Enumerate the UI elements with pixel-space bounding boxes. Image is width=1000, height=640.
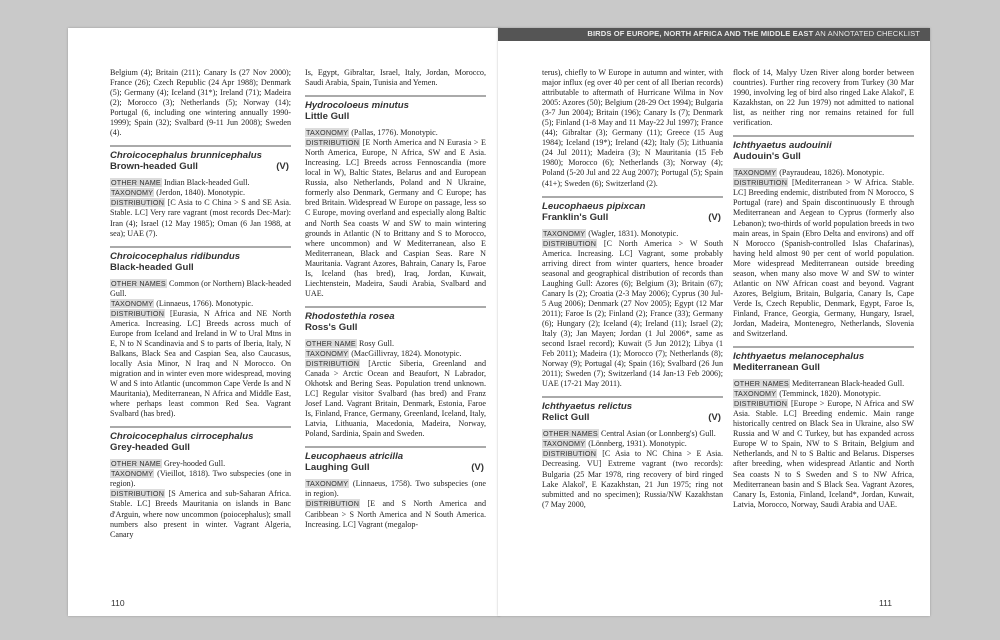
taxonomy bbox=[733, 168, 914, 178]
species-entry bbox=[305, 306, 486, 439]
left-page bbox=[68, 28, 500, 616]
header-title: BIRDS OF EUROPE, NORTH AFRICA AND THE MIDDLE EAST bbox=[587, 29, 814, 38]
taxonomy-text: (Linnaeus, 1758). Two subspecies (one in region). bbox=[305, 479, 486, 499]
other-names bbox=[305, 339, 486, 349]
species-entry bbox=[542, 396, 723, 509]
distribution-label: DISTRIBUTION bbox=[734, 178, 788, 188]
scientific-name: Ichthyaetus melanocephalus bbox=[733, 351, 865, 363]
common-name bbox=[305, 462, 486, 474]
taxonomy bbox=[110, 299, 291, 309]
vagrant-mark: (V) bbox=[276, 161, 289, 173]
taxonomy-label: TAXONOMY bbox=[111, 188, 154, 198]
common-name-text: Black-headed Gull bbox=[110, 261, 194, 273]
taxonomy bbox=[305, 349, 486, 359]
vagrant-mark: (V) bbox=[708, 211, 721, 223]
common-name-text: Laughing Gull bbox=[305, 462, 370, 474]
distribution-text: [C Asia to C China > S and SE Asia. Stable. LC] Very rare vagrant (most records Dec-Mar): Iran (4); Israel (12 May 1985); Oman (6 Jan 1988, at sea); UAE (7). bbox=[110, 198, 291, 238]
common-name bbox=[305, 322, 486, 334]
taxonomy-text: (Wagler, 1831). Monotypic. bbox=[588, 228, 679, 238]
left-column-1 bbox=[110, 68, 291, 540]
taxonomy bbox=[305, 479, 486, 499]
taxonomy-text: (Jerdon, 1840). Monotypic. bbox=[156, 188, 246, 198]
taxonomy-text: (Pallas, 1776). Monotypic. bbox=[351, 128, 438, 138]
scientific-name: Chroicocephalus brunnicephalus bbox=[110, 150, 262, 162]
taxonomy bbox=[542, 229, 723, 239]
taxonomy-text: (Lönnberg, 1931). Monotypic. bbox=[588, 439, 687, 449]
taxonomy-text: (Payraudeau, 1826). Monotypic. bbox=[779, 168, 885, 178]
taxonomy bbox=[110, 469, 291, 489]
distribution-text: [C North America > W South America. Increasing. LC] Vagrant, some probably arriving direct from winter quarters, hence broader seasonal and geographical distribution of records than Laughing Gull: Azores (6); Belgium (3); Britain (67); Canary Is (2); Croatia (2-3 May 2006); Cyprus (30 Jul-5 Aug 2006); Denmark (27 Nov 2005); Egypt (12 Mar 2011); Faroe Is (2); Finland (2); France (33); Germany (6); Hungary (2); Iceland (4); Ireland (11); Israel (2); Italy (3); Jan Mayen; Jordan (1 Jul 2006*, same as second Israel record); Kuwait (5 Jun 2012); Libya (1 Feb 2011); Madeira (1); Morocco (7); Netherlands (8); Norway (9); Portugal (4); Spain (16); Svalbard (26 Jun 2011); Sweden (7); Switzerland (14 Jan-13 Feb 2006); UAE (17-21 May 2011). bbox=[542, 238, 723, 389]
common-name-text: Little Gull bbox=[305, 111, 350, 123]
distribution bbox=[733, 399, 914, 510]
continuation-text: terus), chiefly to W Europe in autumn and winter, with major influx (eg over 40 per cent of all Iberian records) attributable to aftermath of Hurricane Wilma in Nov 2005: Azores (50); Belgium (28-29 Oct 1994); Bulgaria (3-7 Jun 2004); Britain (196); Canary Is (7); Denmark (5); Finland (1-8 May and 11 May-22 Jul 1997); France (44); Gibraltar (3); Germany (11); Greece (15 Aug 1984); Iceland (19*); Ireland (42); Italy (5); Lithuania (24 Jul 2011); Madeira (3); N Mauritania (15 Feb 1980); Morocco (6); Netherlands (3); Norway (4); Poland (5-20 Jul and 22 Aug 2007); Portugal (5); Spain (41+); Sweden (6); Switzerland (2). bbox=[542, 68, 723, 188]
common-name bbox=[305, 111, 486, 123]
distribution bbox=[110, 198, 291, 238]
taxonomy bbox=[542, 439, 723, 449]
distribution-text: [E North America and N Eurasia > E North America, Europe, N Africa, SW and E Asia. Increasing. LC] Breeds across Fennoscandia (more local in W), Baltic States, Belarus and and European Russia, also Netherlands, Poland and N Ukraine, formerly also Denmark, Germany and C Europe; has bred Britain. Widespread W Europe on passage, less so C Europe, moving overland and especially along Baltic and North Sea coasts W and SW to main wintering grounds in Atlantic (N to Brittany and S to Morocco, where uncommon) and W Mediterranean, also E Mediterranean, Black and Caspian Seas. Rare N Mauritania. Vagrant Azores, Bahrain, Canary Is, Faroe Is, Iceland (has bred), Iraq, Jordan, Kuwait, Liechtenstein, Madeira, Saudi Arabia, Svalbard and UAE. bbox=[305, 138, 486, 298]
taxonomy bbox=[733, 389, 914, 399]
distribution-text: [C Asia to NC China > E Asia. Decreasing. VU] Extreme vagrant (two records): Bulgaria (25 Mar 1978, ring recovery of bird ringed Lake Alakol', E Kazakhstan, 21 Jun 1975; ring not submitted and no specimen); Russia/NW Kazakhstan (7 May 2000, bbox=[542, 449, 723, 509]
header-subtitle: AN ANNOTATED CHECKLIST bbox=[813, 29, 920, 38]
other-names-label: OTHER NAME bbox=[111, 459, 161, 469]
taxonomy-label: TAXONOMY bbox=[111, 298, 154, 308]
common-name-text: Franklin's Gull bbox=[542, 211, 609, 223]
right-column-2 bbox=[733, 68, 914, 510]
distribution-text: [E and S North America and Caribbean > S North America and N South America. Increasing. LC] Vagrant (megalop- bbox=[305, 499, 486, 529]
continuation-text: Belgium (4); Britain (211); Canary Is (27 Nov 2000); France (26); Czech Republic (24 Apr 1988); Denmark (5); Germany (4); Iceland (31*); Ireland (71); Madeira (2); Morocco (3); Netherlands (5); Norway (14); Portugal (6, including one wintering annually 1990-1999); Spain (32); Svalbard (9-11 Jun 2008); Sweden (4). bbox=[110, 68, 291, 138]
right-page bbox=[498, 28, 930, 616]
other-names bbox=[110, 459, 291, 469]
taxonomy bbox=[305, 128, 486, 138]
common-name-text: Relict Gull bbox=[542, 412, 590, 424]
page-number: 111 bbox=[879, 598, 892, 608]
other-names-label: OTHER NAME bbox=[306, 338, 356, 348]
vagrant-mark: (V) bbox=[471, 462, 484, 474]
common-name bbox=[110, 442, 291, 454]
other-names-label: OTHER NAMES bbox=[734, 379, 789, 389]
common-name bbox=[110, 161, 291, 173]
distribution-label: DISTRIBUTION bbox=[543, 449, 597, 459]
distribution-label: DISTRIBUTION bbox=[306, 138, 360, 148]
left-column-2 bbox=[305, 68, 486, 530]
other-names-text: Common (or Northern) Black-headed Gull. bbox=[110, 278, 291, 298]
distribution bbox=[542, 239, 723, 390]
other-names-label: OTHER NAMES bbox=[111, 278, 166, 288]
common-name-text: Ross's Gull bbox=[305, 321, 358, 333]
page-number: 110 bbox=[111, 598, 125, 608]
common-name-text: Grey-headed Gull bbox=[110, 442, 190, 454]
species-entry bbox=[110, 426, 291, 539]
continuation-text: Is, Egypt, Gibraltar, Israel, Italy, Jordan, Morocco, Saudi Arabia, Spain, Tunisia and Yemen. bbox=[305, 68, 486, 88]
scientific-name: Chroicocephalus cirrocephalus bbox=[110, 431, 254, 443]
other-names-text: Mediterranean Black-headed Gull. bbox=[791, 379, 905, 389]
distribution bbox=[110, 489, 291, 539]
running-header bbox=[498, 28, 930, 41]
distribution bbox=[305, 499, 486, 529]
distribution-text: [Arctic Siberia, Greenland and Canada > Arctic Ocean and Beaufort, N Labrador, Okhotsk and Bering Seas. Population trend unknown. LC] Regular visitor Svalbard (has bred) and Franz Josef Land. Vagrant Britain, Denmark, Estonia, Faroe Is, Finland, France, Germany, Greenland, Iceland, Italy, Latvia, Lithuania, Macedonia, Madeira, Norway, Poland, Sardinia, Spain and Sweden. bbox=[305, 358, 486, 439]
scientific-name: Ichthyaetus audouinii bbox=[733, 140, 832, 152]
other-names bbox=[110, 178, 291, 188]
other-names-label: OTHER NAMES bbox=[543, 429, 598, 439]
distribution-text: [Mediterranean > W Africa. Stable. LC] Breeding endemic, distributed from N Morocco, S Portugal (rare) and Spain discontinuously E through Mediterranean and Aegean to Cyprus (formerly also Lebanon); two-thirds of world population breeds in two main areas, in Spain (Ebro Delta and environs) and off N Morocco (Spanish-controlled Islas Chafarinas), having held almost 90 per cent of world population. More widespread Mediterranean outside breeding season, when many also move W and SW to winter Atlantic on NW African coast and beyond. Vagrant Azores, Belgium, Britain, Bulgaria, Canary Is, Cape Verde Is, Czech Republic, Denmark, Egypt, Faroe Is, Finland, France, Georgia, Germany, Hungary, Israel, Jordan, Madeira, Montenegro, Netherlands, Slovenia and Switzerland. bbox=[733, 178, 914, 339]
species-entry bbox=[542, 196, 723, 390]
scientific-name: Rhodostethia rosea bbox=[305, 310, 395, 322]
common-name bbox=[733, 362, 914, 374]
other-names-text: Grey-hooded Gull. bbox=[163, 459, 226, 469]
taxonomy-text: (Vieillot, 1818). Two subspecies (one in region). bbox=[110, 469, 291, 489]
distribution-text: [Europe > Europe, N Africa and SW Asia. Stable. LC] Breeding endemic. Main range historically centred on Black Sea in Ukraine, also SW Russia and W and C Turkey, but has expanded across Europe W to Spain, NW to S Britain, Belgium and Netherlands, and N to S Baltic and Belarus. Disperses after breeding, when widespread Atlantic and North Sea coasts N to S Sweden and S to NW Africa, Mediterranean basin and S Black Sea. Vagrant Azores, Canary Is, Estonia, Finland, Iceland*, Jordan, Kuwait, Latvia, Morocco, Norway, Saudi Arabia and UAE. bbox=[733, 399, 915, 509]
scientific-name: Ichthyaetus relictus bbox=[542, 401, 633, 413]
taxonomy-label: TAXONOMY bbox=[306, 128, 349, 138]
distribution-label: DISTRIBUTION bbox=[306, 358, 360, 368]
taxonomy-text: (Temminck, 1820). Monotypic. bbox=[779, 389, 881, 399]
taxonomy-label: TAXONOMY bbox=[306, 479, 349, 489]
species-entry bbox=[733, 135, 914, 339]
distribution-text: [S America and sub-Saharan Africa. Stable. LC] Breeds Mauritania on islands in Banc d'Arguin, where now uncommon (poiocephalus); small numbers also present in winter. Vagrant Algeria, Canary bbox=[110, 489, 291, 539]
common-name bbox=[110, 262, 291, 274]
taxonomy-text: (MacGillivray, 1824). Monotypic. bbox=[351, 348, 462, 358]
taxonomy-label: TAXONOMY bbox=[543, 439, 586, 449]
other-names bbox=[542, 429, 723, 439]
distribution-text: [Eurasia, N Africa and NE North America. Increasing. LC] Breeds across much of Europe from Iceland and Ireland in W to Ural Mtns in E, N to N Scandinavia and S to parts of Iberia, Italy, N Balkans, Black Sea and Caspian Sea, also Caucasus, locally Asia Minor, N Iraq and N Morocco. On migration and in winter even more widespread, moving W and S into Atlantic (uncommon Cape Verde Is and N Mauritania), Mediterranean, N Africa and Middle East, where perhaps least common Red Sea. Vagrant Svalbard (has bred). bbox=[110, 308, 292, 419]
distribution-label: DISTRIBUTION bbox=[543, 238, 597, 248]
taxonomy-label: TAXONOMY bbox=[111, 469, 154, 479]
species-entry bbox=[110, 145, 291, 238]
species-entry bbox=[305, 95, 486, 299]
distribution-label: DISTRIBUTION bbox=[734, 399, 788, 409]
vagrant-mark: (V) bbox=[708, 412, 721, 424]
other-names-text: Rosy Gull. bbox=[358, 338, 395, 348]
other-names-text: Central Asian (or Lonnberg's) Gull. bbox=[600, 429, 716, 439]
continuation-text: flock of 14, Malyy Uzen River along border between countries). Further ring recovery from Turkey (30 Mar 1990, involving leg of bird also ringed Lake Alakol', E Kazakhstan, on 22 Jun 1979) not admitted to national list, as neither ring nor remains retained for full verification. bbox=[733, 68, 914, 128]
distribution bbox=[305, 138, 486, 299]
taxonomy-text: (Linnaeus, 1766). Monotypic. bbox=[156, 298, 254, 308]
common-name-text: Mediterranean Gull bbox=[733, 362, 820, 374]
other-names-text: Indian Black-headed Gull. bbox=[163, 178, 250, 188]
scientific-name: Chroicocephalus ridibundus bbox=[110, 250, 241, 262]
scientific-name: Hydrocoloeus minutus bbox=[305, 100, 409, 112]
common-name bbox=[542, 212, 723, 224]
taxonomy-label: TAXONOMY bbox=[306, 348, 349, 358]
common-name-text: Audouin's Gull bbox=[733, 151, 801, 163]
taxonomy-label: TAXONOMY bbox=[734, 389, 777, 399]
distribution-label: DISTRIBUTION bbox=[111, 489, 165, 499]
common-name-text: Brown-headed Gull bbox=[110, 161, 198, 173]
common-name bbox=[542, 412, 723, 424]
species-entry bbox=[110, 246, 291, 420]
distribution bbox=[110, 309, 291, 420]
distribution bbox=[542, 449, 723, 509]
right-column-1 bbox=[542, 68, 723, 510]
common-name bbox=[733, 151, 914, 163]
distribution-label: DISTRIBUTION bbox=[111, 308, 165, 318]
species-entry bbox=[733, 346, 914, 510]
other-names bbox=[733, 379, 914, 389]
distribution bbox=[305, 359, 486, 439]
taxonomy bbox=[110, 188, 291, 198]
taxonomy-label: TAXONOMY bbox=[543, 228, 586, 238]
distribution-label: DISTRIBUTION bbox=[306, 499, 360, 509]
scientific-name: Leucophaeus pipixcan bbox=[542, 200, 646, 212]
other-names bbox=[110, 279, 291, 299]
species-entry bbox=[305, 446, 486, 529]
distribution-label: DISTRIBUTION bbox=[111, 198, 165, 208]
distribution bbox=[733, 178, 914, 339]
running-header-text bbox=[587, 29, 920, 38]
taxonomy-label: TAXONOMY bbox=[734, 168, 777, 178]
scientific-name: Leucophaeus atricilla bbox=[305, 451, 404, 463]
other-names-label: OTHER NAME bbox=[111, 178, 161, 188]
